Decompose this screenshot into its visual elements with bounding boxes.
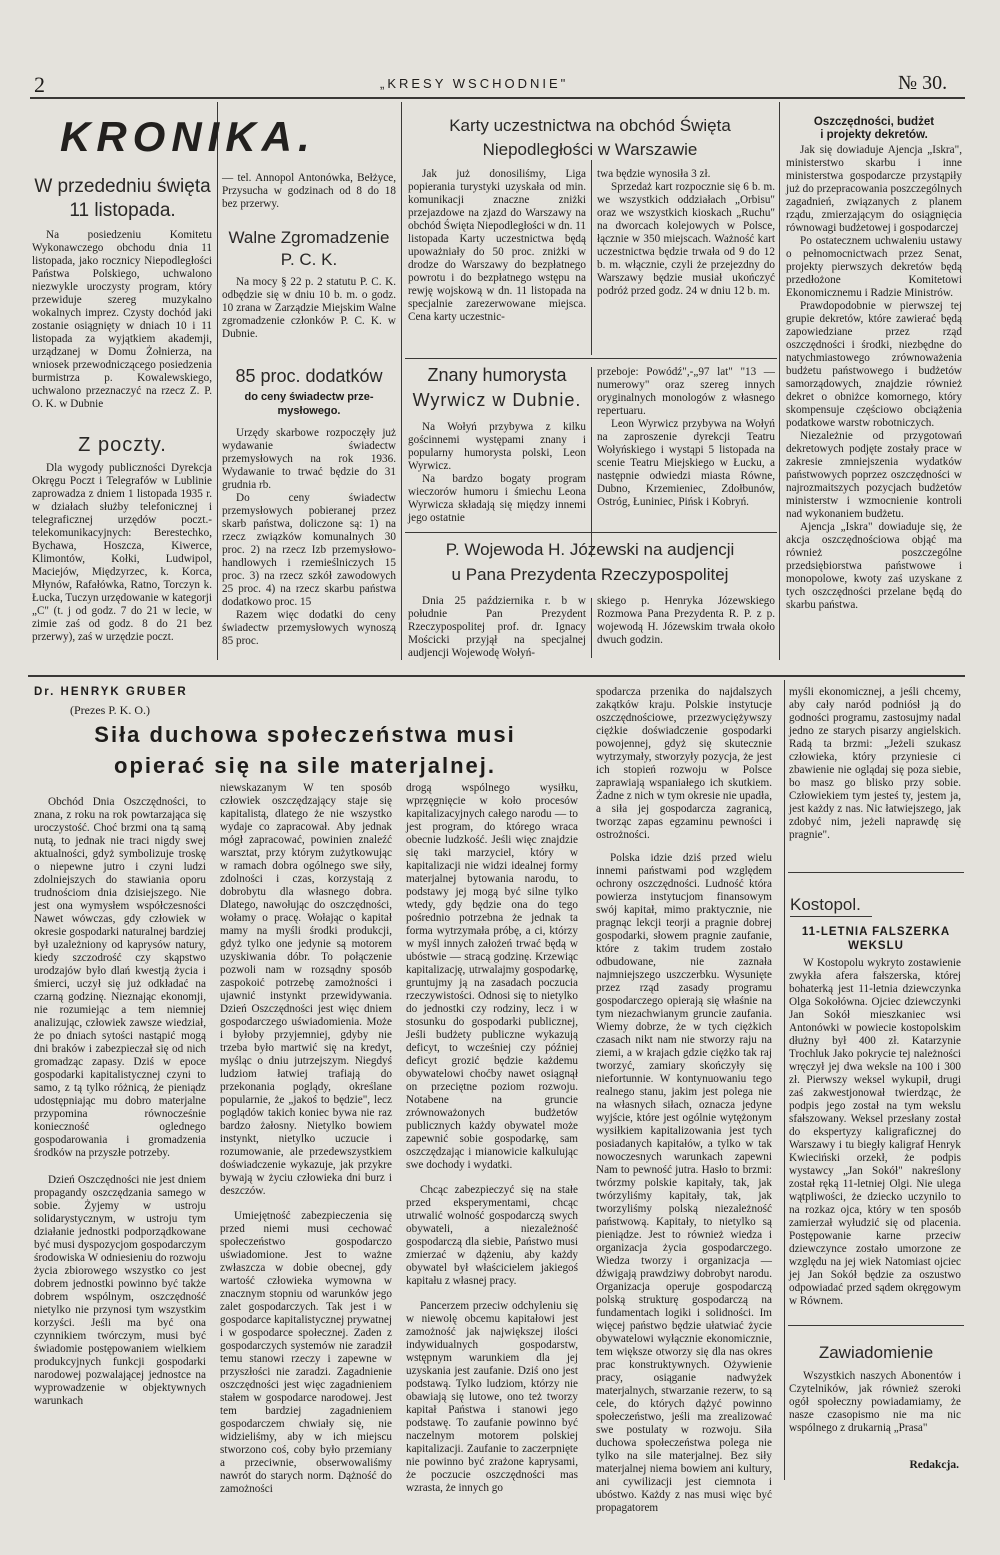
article-heading: i projekty dekretów.: [820, 129, 928, 141]
column-rule: [591, 160, 592, 355]
paragraph: skiego p. Henryka Józewskiego Rozmowa Pana Prezydenta R. P. z p. wojewodą H. Józewskim trwała około dwuch godzin.: [597, 595, 775, 646]
article-heading: W przededniu święta: [34, 176, 211, 197]
paragraph: niewskazanym W ten sposób człowiek oszczędzający staje się kapitalistą, dlatego że nie wszystko wydaje co zapracował. Aby jednak mógł zapracować, powinien znaleźć warsztat, przy którym zużytkowując w ramach dobra ogólnego swe siły, zdolności i czas, korzystają z dobrobytu dla własnego dobra. Dlatego, nawołując do oszczędności, wołamy o pracę. Wołając o kapitał mamy na myśli środki produkcji, gdyż tylko one jedynie są motorem uzyskiwania dóbr. To połączenie pozwoli nam w rozsądny sposób zaspokoić potrzebę zamożności i ujawnić instynkt przewidywania. Dzień Oszczędności jest więc dniem gospodarczego uświadomienia. Może i byłoby przyjemniej, gdyby nie trzeba było martwić się na kredyt, myśląc o dniu jutrzejszym. Niegdyś ludziom łatwiej trafiają do przekonania poglądy, określane popularnie, że „jakoś to będzie", lecz poglądów takich koniec bywa nie raz bardzo żałosny. Nietylko bowiem instynkt, nietylko uczucie i rozumowanie, ale przedewszystkiem doświadczenie wykazuje, jak przykre bywają w życiu człowieka dni burz i deszczów.: [220, 782, 392, 1197]
masthead-rule: [30, 97, 965, 99]
kronika-title: KRONIKA.: [60, 113, 316, 160]
article-body: [220, 782, 392, 1495]
paragraph: Niezależnie od przygotowań dekretowych podjęte zostały prace w zakresie zmniejszenia wydatków państwowych poprzez oszczędności w najrozmaitszych pozycjach budżetów ministerstw i wzmocnienie kontroli nad wykonaniem budżetu.: [786, 430, 962, 520]
paragraph: Urzędy skarbowe rozpoczęły już wydawanie świadectw przemysłowych na rok 1936. Wydawanie to trwać będzie do 31 grudnia rb.: [222, 427, 396, 491]
article-body: [408, 595, 586, 660]
article-body: [222, 427, 396, 659]
article-heading: Znany humorysta: [427, 365, 567, 385]
paragraph: Dnia 25 października r. b w południe Pan Prezydent Rzeczypospolitej prof. dr. Ignacy Mościcki przyjął na specjalnej audjencji Wojewodę Wołyń-: [408, 595, 586, 659]
article-heading: Zawiadomienie: [818, 1343, 934, 1362]
article-heading: Karty uczestnictwa na obchód Święta: [449, 116, 731, 135]
article-heading: Z poczty.: [78, 434, 167, 456]
article-heading: Walne Zgromadzenie: [228, 228, 390, 247]
article-subheading: do ceny świadectw prze-: [244, 391, 374, 403]
article-heading: P. Wojewoda H. Józewski na audjencji: [445, 540, 735, 559]
paragraph: twa będzie wynosiła 3 zł.: [597, 168, 711, 180]
paper-title: „KRESY WSCHODNIE": [380, 76, 569, 91]
section-rule: [405, 358, 777, 359]
article-body: [596, 686, 772, 1514]
paragraph: W Kostopolu wykryto zostawienie zwykła afera fałszerska, której bohaterką jest 11-letnia dziewczynka Olga Sokołówna. Ojciec dziewczynki Jan Sokół mieszkaniec wsi Antonówki w powiecie kostopolskim dłużny był 400 zł. Katarzynie Trochluk Jako pokrycie tej należności wręczył jej dwa weksle na 100 i 300 zł. Pierwszy weksel wykupił, drugi zaś zakwestjonował twierdząc, że podpis jego został na tym wekslu sfałszowany. Weksel przesłany został do ekspertyzy kaligraficznej do Warszawy i tu biegły kaligraf Henryk Kwieciński orzekł, że podpis wystawcy „Jan Sokół" nakreślony został ręką 11-letniej Olgi. Nie ulega wątpliwości, że dziecko uczynilo to na rozkaz ojca, który w ten sposób zamierzał wyłudzić się od placenia. Postępowanie karne przeciw dziewczynce zostało umorzone ze względu na jej wiek Natomiast ojciec jej Jan Sokół będzie za oszustwo odpowiadać przed sądem okręgowym w Równem.: [789, 957, 961, 1307]
heading-underline: [790, 916, 872, 917]
paragraph: Na Wołyń przybywa z kilku gościnnemi występami znany i popularny humorysta polski, Leon Wyrwicz.: [408, 421, 586, 472]
paragraph: Polska idzie dziś przed wielu innemi państwami pod względem ochrony oszczędności. Ludność która powierza instytucjom finansowym swój kapitał, mimo praktycznie, nie pragnąc lekcji teorji a pragnie dobrej gospodarki, słowem pragnie zaufanie, które z takim trudem zostało odbudowane, nie zaznała najmniejszego uszczerbku. Wysunięte przez rząd zasady programu gospodarczego opierają się właśnie na tym niezachwianym gruncie zaufania. Wiemy dobrze, że w tych ciężkich czasach nikt nam nie stworzy raju na ziemi, a w krajach gdzie ciężko tak raj tworzyć, zamiary skończyły się niefortunnie. W kontynuowaniu tego realnego stanu, jakim jest polega nie na własnych siłach, oznacza jedyne wyjście, które jest ogólnie wytężonym wysiłkiem kapitalizowania jest tych posiadanych kapitałów, a tylko w tak nowoczesnych warunkach zapewni Nam to pewność jutra. Hasło to brzmi: twórzmy polskie kapitały, tak, jak twórzyliśmy kapitały, tak, jak tworzyliśmy polską niezależność państwową. Kapitały, to nietylko są pieniądze. Jest to również wiedza i organizacja życia gospodarczego. Wiedza tworzy i organizacja — dźwigają prawdziwy dobrobyt narodu. Organizacja operuje gospodarczą polską strukturę gospodarczą na fundamentach logiki i solidności. Im więcej państwo będzie ułatwiać życie obywatelowi wyłącznie ekonomicznie, tem większe otworzy się dla nas okres prac konstruktywnych. Ożywienie pracy, osiąganie nadwyżek materjalnych, stwarzanie rezerw, to są cele, do których dążyć powinno społeczeństwo, jeśli ma zrealizować swe postulaty w rozwoju. Siła duchowa społeczeństwa polega nie tylko na sile materjalnej. Bez siły materjalnej niema bowiem ani kultury, ani cywilizacji jest ciemnota i ubóstwo. Każdy z nas musi więc być propagatorem: [596, 852, 772, 1514]
paragraph: Do ceny świadectw przemysłowych pobieranej przez skarb państwa, doliczone są: 1) na rzecz związków komunalnych 30 proc. 2) na rzecz Izb przemysłowo-handlowych i rzemieślniczych 15 proc. 3) na rzecz szkół zawodowych 25 proc. 4) na rzecz skarbu państwa dodatkowo proc. 15: [222, 492, 396, 608]
article-body: [786, 144, 962, 659]
article-body: [408, 168, 586, 353]
article-subheading: 11-LETNIA FALSZERKA: [801, 926, 951, 938]
signature: Redakcja.: [909, 1459, 959, 1471]
paragraph: Wszystkich naszych Abonentów i Czytelników, jak również szeroki ogół społeczny powiadamiamy, że nasze czasopismo nie ma nic wspólnego z drukarnią „Prasa": [789, 1370, 961, 1434]
article-subheading: mysłowego.: [277, 405, 341, 417]
article-body: [32, 462, 212, 658]
paragraph: Jak już donosiliśmy, Liga popierania turystyki uzyskała od min. komunikacji znaczne zniżki przejazdowe na zjazd do Warszawy na obchód Święta Niepodległości w dn. 11 listopada Karty uczestnictwa będą upoważniały do 50 proc. zniżki w drodze do Warszawy do bezpłatnego powrotu i do bezpłatnego wstępu na rewję wojskową w dn. 11 listopada na specjalnie zarezerwowane miejsca. Cena karty uczestnic-: [408, 168, 586, 323]
article-body: [222, 276, 396, 356]
article-heading: Kostopol.: [790, 895, 861, 914]
paragraph: Prawdopodobnie w pierwszej tej grupie dekretów, które zawierać będą zapowiedziane przez rząd oszczędności i środki, niezbędne do natychmiastowego zrównoważenia budżetu państwowego i budżetów samorządowych, znajdzie również dekret o obniżce komornego, który skompensuje częściowo obciążenia podatkowe warstw robotniczych.: [786, 300, 962, 429]
paragraph: drogą wspólnego wysiłku, wprzęgnięcie w koło procesów kapitalizacyjnych całego narodu — to jest program, do którego wraca obecnie ludzkość. Jeśli więc znajdzie się taki marzyciel, który w kapitalizacji nie widzi idealnej formy materjalnej bytowania narodu, to podstawy jej mogą być silne tylko wtedy, gdy będzie ona do tego pośrednio potrzebna że jednak ta forma wytrzymała próbę, a ci, którzy w myśl innych założeń trwać będą w ubóstwie — stracą godzinę. Krzewiąc kapitalizację, utrwalajmy gospodarkę, gruntujmy ją na zasadach poczucia rzeczywistości. Odnosi się to nietylko do jednostki czy rodziny, lecz i w stosunku do gospodarki publicznej, Jeśli budżety publiczne wykazują deficyt, to wcześniej czy później deficyt grozić będzie każdemu obywatelowi choćby nawet osiągnął on przeciętne poziom rozwoju. Notabene na gruncie zrównoważonych budżetów publicznych każdy obywatel może zapewnić sobie gospodarkę, sam oszczędzając i mianowicie kalkulując swe dochody i wydatki.: [406, 782, 578, 1171]
article-body: [32, 229, 212, 422]
paragraph: Jak się dowiaduje Ajencja „Iskra", ministerstwo skarbu i inne ministerstwa gospodarcze przystąpiły już do przepracowania poszczególnych zagadnień, związanych z planem rządu, zmierzającym do osiągnięcia równowagi budżetowej i gospodarczej: [786, 144, 962, 234]
half-page-rule: [28, 675, 965, 677]
column-rule: [779, 102, 780, 660]
paragraph: Leon Wyrwicz przybywa na Wołyń na zaproszenie dyrekcji Teatru Wołyńskiego i wystąpi 5 listopada na scenie Teatru Miejskiego w Łucku, a następnie odwiedzi miasta Równe, Dubno, Krzemieniec, Zdołbunów, Ostróg, Łuniniec, Pińsk i Kobryń.: [597, 418, 775, 508]
article-heading: u Pana Prezydenta Rzeczypospolitej: [451, 565, 729, 584]
article-heading: 11 listopada.: [69, 200, 176, 221]
section-rule: [788, 1325, 964, 1326]
paragraph: Dla wygody publiczności Dyrekcja Okręgu Poczt i Telegrafów w Lublinie zaprowadza z dniem 1 listopada 1935 r. w działach służby telefonicznej i telegraficznej urzędów poczt.-telekomunikacyjnych: Berestechko, Bychawa, Hoszcza, Kiwerce, Klimontów, Kołki, Ludwipol, Maciejów, Międzyrzec, k. Korca, Młynów, Rafałówka, Ratno, Torczyn k. Łucka, Tuczyn urzędowanie w kategorji „C" (t. j od godz. 7 do 21 w lecie, w zimie zaś od godz. 8 do 21 bez przerwy), zaś w urzędzie poczt.: [32, 462, 212, 643]
article-body: [597, 168, 775, 353]
page-number: 2: [34, 72, 45, 97]
article-body: [789, 686, 961, 866]
article-body: [597, 366, 775, 531]
column-rule: [591, 367, 592, 557]
section-rule: [405, 532, 777, 533]
column-rule: [401, 102, 402, 660]
article-body: [406, 782, 578, 1494]
paragraph: Na mocy § 22 p. 2 statutu P. C. K. odbędzie się w dniu 10 b. m. o godz. 10 zrana w Zarządzie Miejskim Walne zgromadzenie członków P. C. K. w Dubnie.: [222, 276, 396, 340]
paragraph: Chcąc zabezpieczyć się na stałe przed eksperymentami, chcąc utrwalić wolność gospodarczą swych obywateli, a niezależność gospodarczą dla siebie, Państwo musi zmierzać w dążeniu, aby każdy obywatel był właścicielem jakiegoś kapitału z własnej pracy.: [406, 1184, 578, 1287]
column-rule: [591, 598, 592, 658]
paragraph: Obchód Dnia Oszczędności, to znana, z roku na rok powtarzająca się uroczystość. Choć brzmi ona tą samą nutą, to jednak nie traci nigdy swej aktualności, gdyż symbolizuje troskę o niepewne jutro i czyni ludzi zdolniejszych do stawiania oporu trudnościom dnia dzisiejszego. Nie jest ona wymysłem współczesności Nawet wówczas, gdy człowiek w okresie gospodarki naturalnej bardziej był uzależniony od kaprysów natury, kiedy szczodrość czy skąpstwo urodzajów było dlań kwestją życia i śmierci, uczył się już odkładać na czarną godzinę. Nieznając ekonomji, nie rozumiejąc a tem niemniej analizując, człowiek zawsze wiedział, że po dniach sytości nastąpić mogą dni braków i zabezpieczał się od nich gromadząc zapasy. Dziś w epoce gospodarki kapitalistycznej czyni to samo, z tą tylko różnicą, że pieniądz udostępniając mu dobro materjalne przypomina równocześnie konieczność oglednego gospodarowania i gromadzenia środków na przyszłe potrzeby.: [34, 796, 206, 1159]
issue-number: № 30.: [898, 72, 948, 94]
paragraph: przeboje: Powódź",-„97 lat" "13 — numerowy" oraz szereg innych oryginalnych monologów z własnego repertuaru.: [597, 366, 775, 417]
article-title: opierać się na sile materjalnej.: [114, 753, 496, 778]
paragraph: Pancerzem przeciw odchyleniu się w niewolę obcemu kapitałowi jest zamożność jak największej ilości indywidualnych gospodarstw, wstępnym warunkiem dla jej uzyskania jest zaufanie. Dziś ono jest podstawą. Tylko ludziom, którzy nie obawiają się lutowe, ono też tworzy kapitał Państwa i stanowi jego podstawę. To zaufanie powinno być naczelnym motorem polskiej kapitalizacji. Zaufanie to zaczerpnięte nie powinno być zrażone kaprysami, że poczucie oszczędności mas wzrasta, że innych go: [406, 1300, 578, 1494]
article-body: [789, 1370, 961, 1455]
paragraph: spodarcza przenika do najdalszych zakątków kraju. Polskie instytucje oszczędnościowe, przezwyciężywszy ciężkie doświadczenie gospodarki powojennej, gdyż się skutecznie wytrzymały, stworzyły pozycja, że jest ich stopień rozwoju w Polsce zaprawiają wspaniałego ich skutkiem. Żadne z nich w tym okresie nie upadła, a siła jej gospodarcza zagranicą, tworząc zapas egzaminu pewności i ostrożności.: [596, 686, 772, 841]
article-body: [597, 595, 775, 660]
article-heading: 85 proc. dodatków: [235, 366, 383, 386]
article-body: [408, 421, 586, 531]
paragraph: Sprzedaż kart rozpocznie się 6 b. m. we wszystkich oddziałach „Orbisu" oraz we wszystkich kioskach „Ruchu" na dworcach kolejowych w Polsce, łącznie w 350 miejscach. Ważność kart uczestnictwa będzie trwała od 9 do 12 b. m. włącznie, czyli że przejezdny do Warszawy będzie musiał ukończyć podróż przed godz. 24 w dniu 12 b. m.: [597, 181, 775, 297]
article-heading: Oszczędności, budżet: [813, 116, 935, 128]
paragraph: Na bardzo bogaty program wieczorów humoru i śmiechu Leona Wyrwicza składają się między innemi jego ostatnie: [408, 473, 586, 524]
paragraph: myśli ekonomicznej, a jeśli chcemy, aby cały naród podniósł ją do godności programu, zastosujmy nadal jedno ze starych pisarzy angielskich. Radą ta brzmi: „Jeżeli szukasz człowieka, który przyniesie ci zbawienie nie oglądaj się poza siebie, bo masz go blisko przy sobie. Człowiekiem tym jesteś ty, jestem ja, jest każdy z nas. Nic łatwiejszego, jak zdobyć nim, jeżeli naprawdę się pragnie".: [789, 686, 961, 841]
paragraph: Razem więc dodatki do ceny świadectw przemysłowych wynoszą 85 proc.: [222, 609, 396, 647]
article-subheading: WEKSLU: [848, 940, 904, 952]
article-body: [34, 796, 206, 1482]
article-body: [789, 957, 961, 1307]
author-role: (Prezes P. K. O.): [70, 703, 150, 717]
article-body: [222, 172, 396, 212]
paragraph: Ajencja „Iskra" dowiaduje się, że akcja oszczędnościowa objąć ma również poszczególne przedsiębiorstwa państwowe i monopolowe, kwoty zaś uzyskane z tych oszczędności przelane będą do skarbu państwa.: [786, 521, 962, 611]
section-rule: [788, 872, 964, 873]
article-heading: Wyrwicz w Dubnie.: [412, 390, 582, 410]
column-rule: [784, 680, 785, 1480]
paragraph: Dzień Oszczędności nie jest dniem propagandy oszczędzania samego w sobie. Żyjemy w ustroju solidarystycznym, w ustroju tym działanie jednostki podporządkowane być musi dyspozycjom gospodarczym środowiska W odniesieniu do rozwoju życia zbiorowego wszystko co jest dobrem jednostki powinno być także dobrem wspólnym, oszczędność nietylko nie przynosi tym wszystkim korzyści. Jeśli ma być ona czynnikiem twórczym, musi być świadomie postępowaniem wielkiem produkcyjnych funkcji gospodarki narodowej pozwalającej jednostce na wyprowadzenie w objektywnych warunkach: [34, 1174, 206, 1407]
paragraph: Na posiedzeniu Komitetu Wykonawczego obchodu dnia 11 listopada, jako rocznicy Niepodległości Państwa Polskiego, uchwalono niezwykle uroczysty program, który przewiduje szereg muzykalno wokalnych imprez. Czysty dochód jaki zostanie osiągnięty w dniach 10 i 11 listopada za wyjątkiem akademji, urządzanej w Domu Żołnierza, na wniosek przewodniczącego posiedzenia burmistrza p. Kowalewskiego, uchwalono przeznaczyć na rzecz Z. P. O. K. w Dubnie: [32, 229, 212, 410]
paragraph: — tel. Annopol Antonówka, Bełżyce, Przysucha w godzinach od 8 do 18 bez przerwy.: [222, 172, 396, 210]
paragraph: Po ostatecznem uchwaleniu ustawy o pełnomocnictwach przez Senat, projekty pierwszych dekretów będą przedłożone Komitetowi Ekonomicznemu i Radzie Ministrów.: [786, 235, 962, 299]
article-heading: P. C. K.: [280, 250, 338, 269]
paragraph: Umiejętność zabezpieczenia się przed niemi musi cechować społeczeństwo gospodarczo uświadomione. Jest to ważne zwłaszcza w dobie obecnej, gdy wartość człowieka wymowna w znacznym stopniu od warunków jego zalet gospodarczych. Tak jest i w gospodarce kapitalistycznej prywatnej i w gospodarce społecznej. Zaden z gospodarczych systemów nie zaradził temu stanowi rzeczy i zapewne w przyszłości nie zaradzi. Zagadnienie oszczędności jest więc zagadnieniem stałem w gospodarce narodowej. Jest tem bardziej zagadnieniem gospodarczem chwiały się, nie widzieliśmy, aby w ich miejscu stworzono coś, coby było przemiany a przeciwnie, obserwowaliśmy nawrót do starych norm. Dążność do zamożności: [220, 1210, 392, 1495]
author-name: Dr. HENRYK GRUBER: [34, 686, 188, 698]
article-heading: Niepodległości w Warszawie: [482, 140, 698, 159]
article-title: Siła duchowa społeczeństwa musi: [94, 722, 516, 747]
